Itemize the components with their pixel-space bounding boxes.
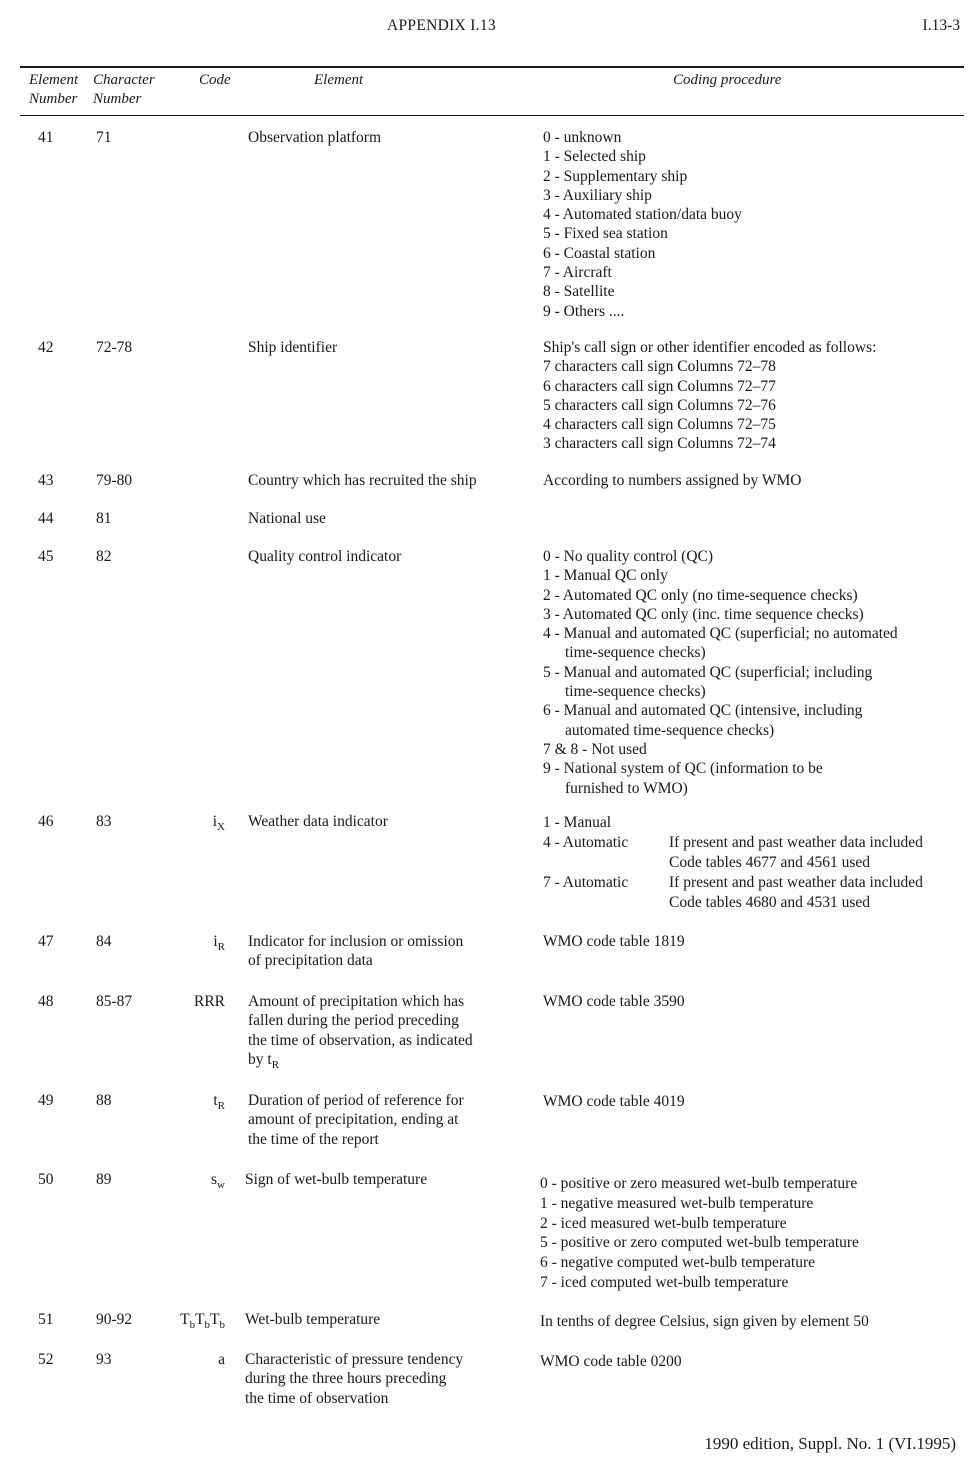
coding-procedure (543, 471, 801, 490)
coding-line: 4 characters call sign Columns 72–75 (543, 416, 776, 434)
element-number: 48 (38, 993, 54, 1010)
coding-line: WMO code table 4019 (543, 1093, 685, 1110)
coding-line: time-sequence checks) (565, 683, 706, 701)
code-symbol: $t_R$ (213, 1092, 225, 1113)
character-number: 84 (96, 933, 112, 950)
element-number: 42 (38, 339, 54, 356)
coding-procedure (543, 813, 923, 913)
code-symbol: a (218, 1351, 225, 1368)
coding-procedure (540, 1312, 869, 1331)
coding-line: 1 - Selected ship (543, 148, 646, 166)
coding-line: 0 - No quality control (QC) (543, 548, 714, 565)
character-number: 82 (96, 548, 112, 565)
coding-line: 3 - Auxiliary ship (543, 186, 652, 204)
page-number: I.13-3 (922, 17, 960, 34)
coding-line: 9 - National system of QC (information to be (543, 760, 823, 778)
element-description: Characteristic of pressure tendency during the three hours preceding the time of observation (245, 1351, 464, 1407)
coding-line: 9 - Others .... (543, 302, 625, 320)
coding-line: 0 - unknown (543, 129, 622, 146)
coding-procedure (543, 338, 876, 454)
element-description: Country which has recruited the ship (248, 472, 477, 489)
coding-line: Code tables 4680 and 4531 used (669, 894, 871, 911)
element-number: 46 (38, 813, 54, 830)
element-description: Observation platform (248, 129, 382, 146)
coding-line: 7 characters call sign Columns 72–78 (543, 358, 776, 376)
coding-line: 5 characters call sign Columns 72–76 (543, 396, 776, 414)
character-number: 93 (96, 1351, 112, 1368)
element-number: 41 (38, 129, 54, 146)
coding-line: 6 - negative computed wet-bulb temperature (540, 1254, 816, 1272)
coding-line: 7 & 8 - Not used (543, 740, 647, 758)
coding-line: WMO code table 3590 (543, 993, 685, 1010)
coding-line: 6 - Manual and automated QC (intensive, including (543, 702, 863, 720)
coding-line: 2 - Supplementary ship (543, 167, 688, 185)
coding-line: 5 - Fixed sea station (543, 225, 668, 243)
character-number: 85-87 (96, 993, 133, 1010)
coding-line: 1 - negative measured wet-bulb temperature (540, 1194, 814, 1212)
character-number: 88 (96, 1092, 112, 1109)
character-number: 71 (96, 129, 112, 146)
coding-line: 3 characters call sign Columns 72–74 (543, 435, 776, 453)
character-number: 72-78 (96, 339, 133, 356)
coding-line: 1 - Manual (543, 814, 612, 831)
column-header-code: Code (199, 72, 231, 88)
element-description: Weather data indicator (248, 813, 388, 830)
element-description: National use (248, 510, 326, 527)
coding-procedure (543, 932, 685, 951)
coding-procedure (543, 992, 685, 1011)
coding-line: 7 - Automatic If present and past weather data included (543, 874, 923, 891)
character-number: 79-80 (96, 472, 133, 489)
character-number: 83 (96, 813, 112, 830)
coding-line: 7 - iced computed wet-bulb temperature (540, 1273, 789, 1291)
character-number: 89 (96, 1171, 112, 1188)
element-number: 45 (38, 548, 54, 565)
element-description: Duration of period of reference for amount of precipitation, ending at the time of the report (248, 1092, 464, 1148)
coding-line: 6 characters call sign Columns 72–77 (543, 377, 776, 395)
element-number: 47 (38, 933, 54, 950)
code-symbol: RRR (193, 993, 225, 1010)
element-description: Amount of precipitation which has fallen during the period preceding the time of observation, as indicated by $t_R$ (248, 993, 473, 1071)
coding-line: automated time-sequence checks) (565, 721, 775, 739)
coding-line: Ship's call sign or other identifier encoded as follows: (543, 339, 877, 356)
coding-line: 7 - Aircraft (543, 264, 612, 282)
coding-line: In tenths of degree Celsius, sign given by element 50 (540, 1313, 869, 1330)
coding-line: 6 - Coastal station (543, 244, 656, 262)
element-number: 50 (38, 1171, 54, 1188)
coding-line: 8 - Satellite (543, 283, 615, 301)
coding-line: 4 - Automatic If present and past weather data included (543, 834, 923, 851)
element-description: Sign of wet-bulb temperature (245, 1171, 428, 1188)
column-header-character-number: Character Number (93, 72, 155, 107)
element-description: Ship identifier (248, 339, 338, 356)
element-number: 51 (38, 1311, 54, 1328)
coding-line: WMO code table 1819 (543, 933, 685, 950)
coding-procedure (540, 1174, 859, 1293)
coding-line: 2 - iced measured wet-bulb temperature (540, 1214, 787, 1232)
element-number: 44 (38, 510, 54, 527)
element-description: Wet-bulb temperature (245, 1311, 381, 1328)
coding-line: 2 - Automated QC only (no time-sequence checks) (543, 586, 858, 604)
coding-procedure (543, 1092, 685, 1111)
column-header-element: Element (314, 72, 364, 88)
element-description: Indicator for inclusion or omission of precipitation data (248, 933, 464, 970)
coding-line: 1 - Manual QC only (543, 567, 668, 585)
code-symbol: $i_X$ (212, 813, 225, 834)
code-symbol: $i_R$ (213, 933, 225, 954)
page-footer: 1990 edition, Suppl. No. 1 (VI.1995) (704, 1434, 956, 1453)
code-symbol: $T_bT_bT_b$ (180, 1311, 225, 1332)
column-header-element-number: Element Number (29, 72, 79, 107)
coding-procedure (540, 1352, 682, 1371)
character-number: 81 (96, 510, 112, 527)
character-number: 90-92 (96, 1311, 133, 1328)
page-header-title: APPENDIX I.13 (387, 17, 496, 34)
coding-line: 4 - Manual and automated QC (superficial; no automated (543, 625, 898, 643)
column-header-coding-procedure: Coding procedure (673, 72, 782, 88)
element-number: 43 (38, 472, 54, 489)
element-number: 52 (38, 1351, 54, 1368)
coding-line: 5 - Manual and automated QC (superficial; including (543, 663, 873, 681)
coding-line: Code tables 4677 and 4561 used (669, 854, 871, 871)
coding-line: 0 - positive or zero measured wet-bulb temperature (540, 1175, 858, 1192)
coding-line: furnished to WMO) (565, 779, 688, 797)
coding-line: WMO code table 0200 (540, 1353, 682, 1370)
element-number: 49 (38, 1092, 54, 1109)
coding-line: time-sequence checks) (565, 644, 706, 662)
coding-procedure (543, 128, 742, 321)
element-description: Quality control indicator (248, 548, 402, 565)
code-symbol: $s_w$ (211, 1171, 225, 1192)
coding-line: 5 - positive or zero computed wet-bulb temperature (540, 1234, 859, 1252)
coding-procedure (543, 547, 898, 798)
coding-line: According to numbers assigned by WMO (543, 472, 802, 489)
coding-line: 3 - Automated QC only (inc. time sequence checks) (543, 605, 864, 623)
coding-line: 4 - Automated station/data buoy (543, 206, 742, 224)
